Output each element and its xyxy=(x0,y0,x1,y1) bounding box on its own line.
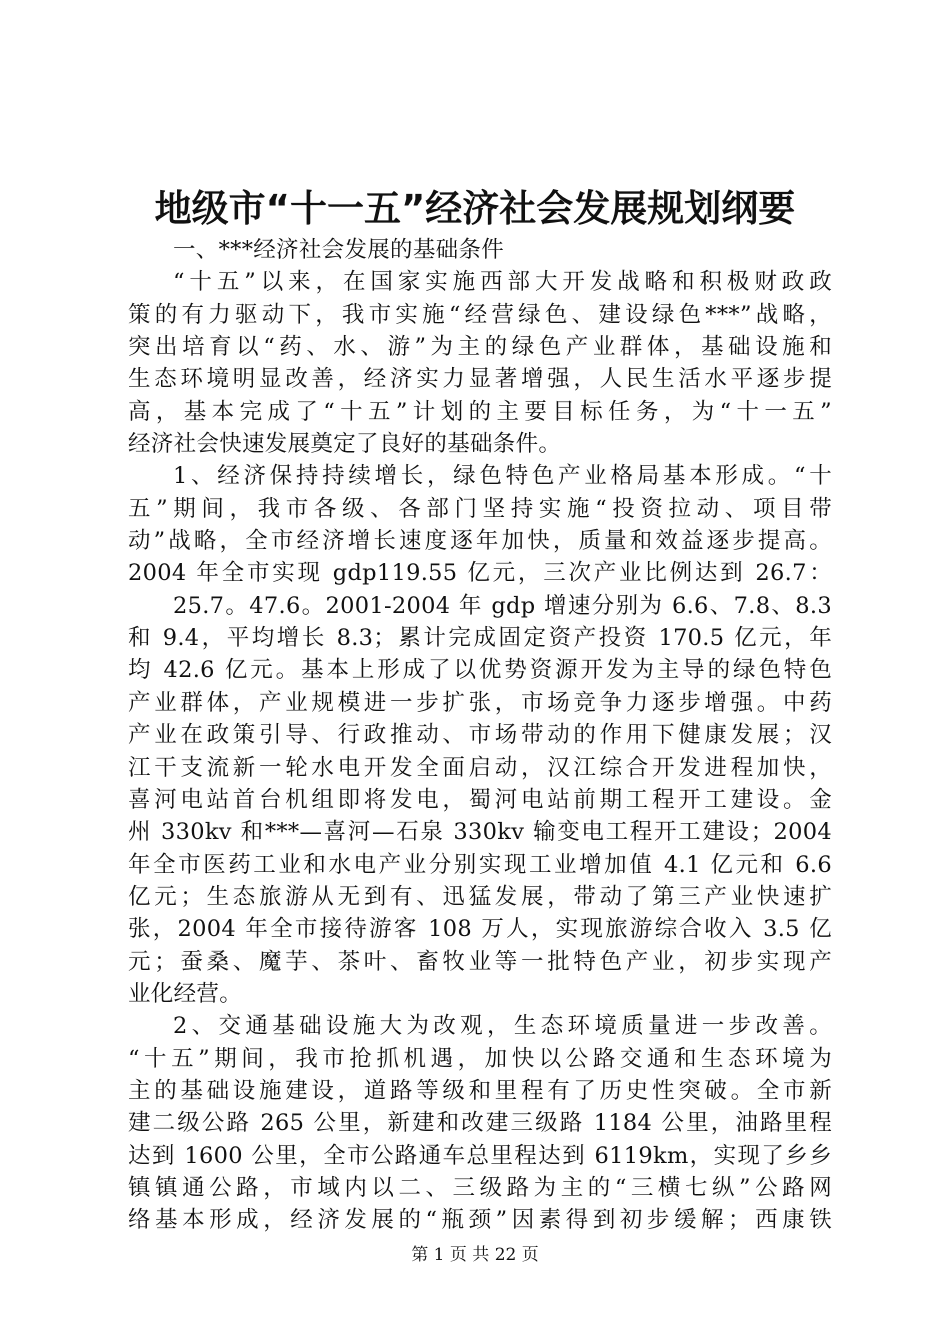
text-line: 动”战略，全市经济增长速度逐年加快，质量和效益逐步提高。 xyxy=(128,528,832,555)
document-title: 地级市“十一五”经济社会发展规划纲要 xyxy=(154,187,796,230)
text-line: 25.7。47.6。2001-2004 年 gdp 增速分别为 6.6、7.8、8.3 xyxy=(173,592,832,619)
text-line: 元；蚕桑、魔芋、茶叶、畜牧业等一批特色产业，初步实现产 xyxy=(128,948,832,975)
text-line: 2、交通基础设施大为改观，生态环境质量进一步改善。 xyxy=(173,1013,832,1040)
text-line: 五”期间，我市各级、各部门坚持实施“投资拉动、项目带 xyxy=(128,495,832,522)
text-line: 和 9.4，平均增长 8.3；累计完成固定资产投资 170.5 亿元，年 xyxy=(128,625,832,652)
page-footer: 第 1 页 共 22 页 xyxy=(411,1245,539,1265)
text-line: 建二级公路 265 公里，新建和改建三级路 1184 公里，油路里程 xyxy=(128,1110,832,1137)
text-line: 张，2004 年全市接待游客 108 万人，实现旅游综合收入 3.5 亿 xyxy=(128,916,832,943)
text-line: “十五”期间，我市抢抓机遇，加快以公路交通和生态环境为 xyxy=(128,1045,832,1072)
text-line: 一、***经济社会发展的基础条件 xyxy=(173,237,505,263)
text-line: 经济社会快速发展奠定了良好的基础条件。 xyxy=(128,431,562,458)
text-line: 年全市医药工业和水电产业分别实现工业增加值 4.1 亿元和 6.6 xyxy=(128,851,832,878)
text-line: 主的基础设施建设，道路等级和里程有了历史性突破。全市新 xyxy=(128,1077,832,1104)
text-line: 络基本形成，经济发展的“瓶颈”因素得到初步缓解；西康铁 xyxy=(128,1207,832,1234)
text-line: 突出培育以“药、水、游”为主的绿色产业群体，基础设施和 xyxy=(128,334,832,361)
text-line: 产业群体，产业规模进一步扩张，市场竞争力逐步增强。中药 xyxy=(128,689,832,716)
text-line: 州 330kv 和***—喜河—石泉 330kv 输变电工程开工建设；2004 xyxy=(128,819,832,846)
text-line: 产业在政策引导、行政推动、市场带动的作用下健康发展；汉 xyxy=(128,722,832,749)
text-line: 策的有力驱动下，我市实施“经营绿色、建设绿色***”战略， xyxy=(128,301,832,328)
text-line: 镇镇通公路，市域内以二、三级路为主的“三横七纵”公路网 xyxy=(128,1174,832,1201)
text-line: 喜河电站首台机组即将发电，蜀河电站前期工程开工建设。金 xyxy=(128,786,832,813)
text-line: 均 42.6 亿元。基本上形成了以优势资源开发为主导的绿色特色 xyxy=(128,657,832,684)
text-line: 高，基本完成了“十五”计划的主要目标任务，为“十一五” xyxy=(128,398,832,425)
text-line: “十五”以来，在国家实施西部大开发战略和积极财政政 xyxy=(173,269,832,296)
text-line: 生态环境明显改善，经济实力显著增强，人民生活水平逐步提 xyxy=(128,366,832,393)
text-line: 达到 1600 公里，全市公路通车总里程达到 6119km，实现了乡乡 xyxy=(128,1142,832,1169)
text-line: 业化经营。 xyxy=(128,980,243,1007)
document-body xyxy=(128,234,832,1237)
text-line: 亿元；生态旅游从无到有、迅猛发展，带动了第三产业快速扩 xyxy=(128,883,832,910)
text-line: 1、经济保持持续增长，绿色特色产业格局基本形成。“十 xyxy=(173,463,832,490)
text-line: 江干支流新一轮水电开发全面启动，汉江综合开发进程加快， xyxy=(128,754,832,781)
text-line: 2004 年全市实现 gdp119.55 亿元，三次产业比例达到 26.7： xyxy=(128,560,832,587)
